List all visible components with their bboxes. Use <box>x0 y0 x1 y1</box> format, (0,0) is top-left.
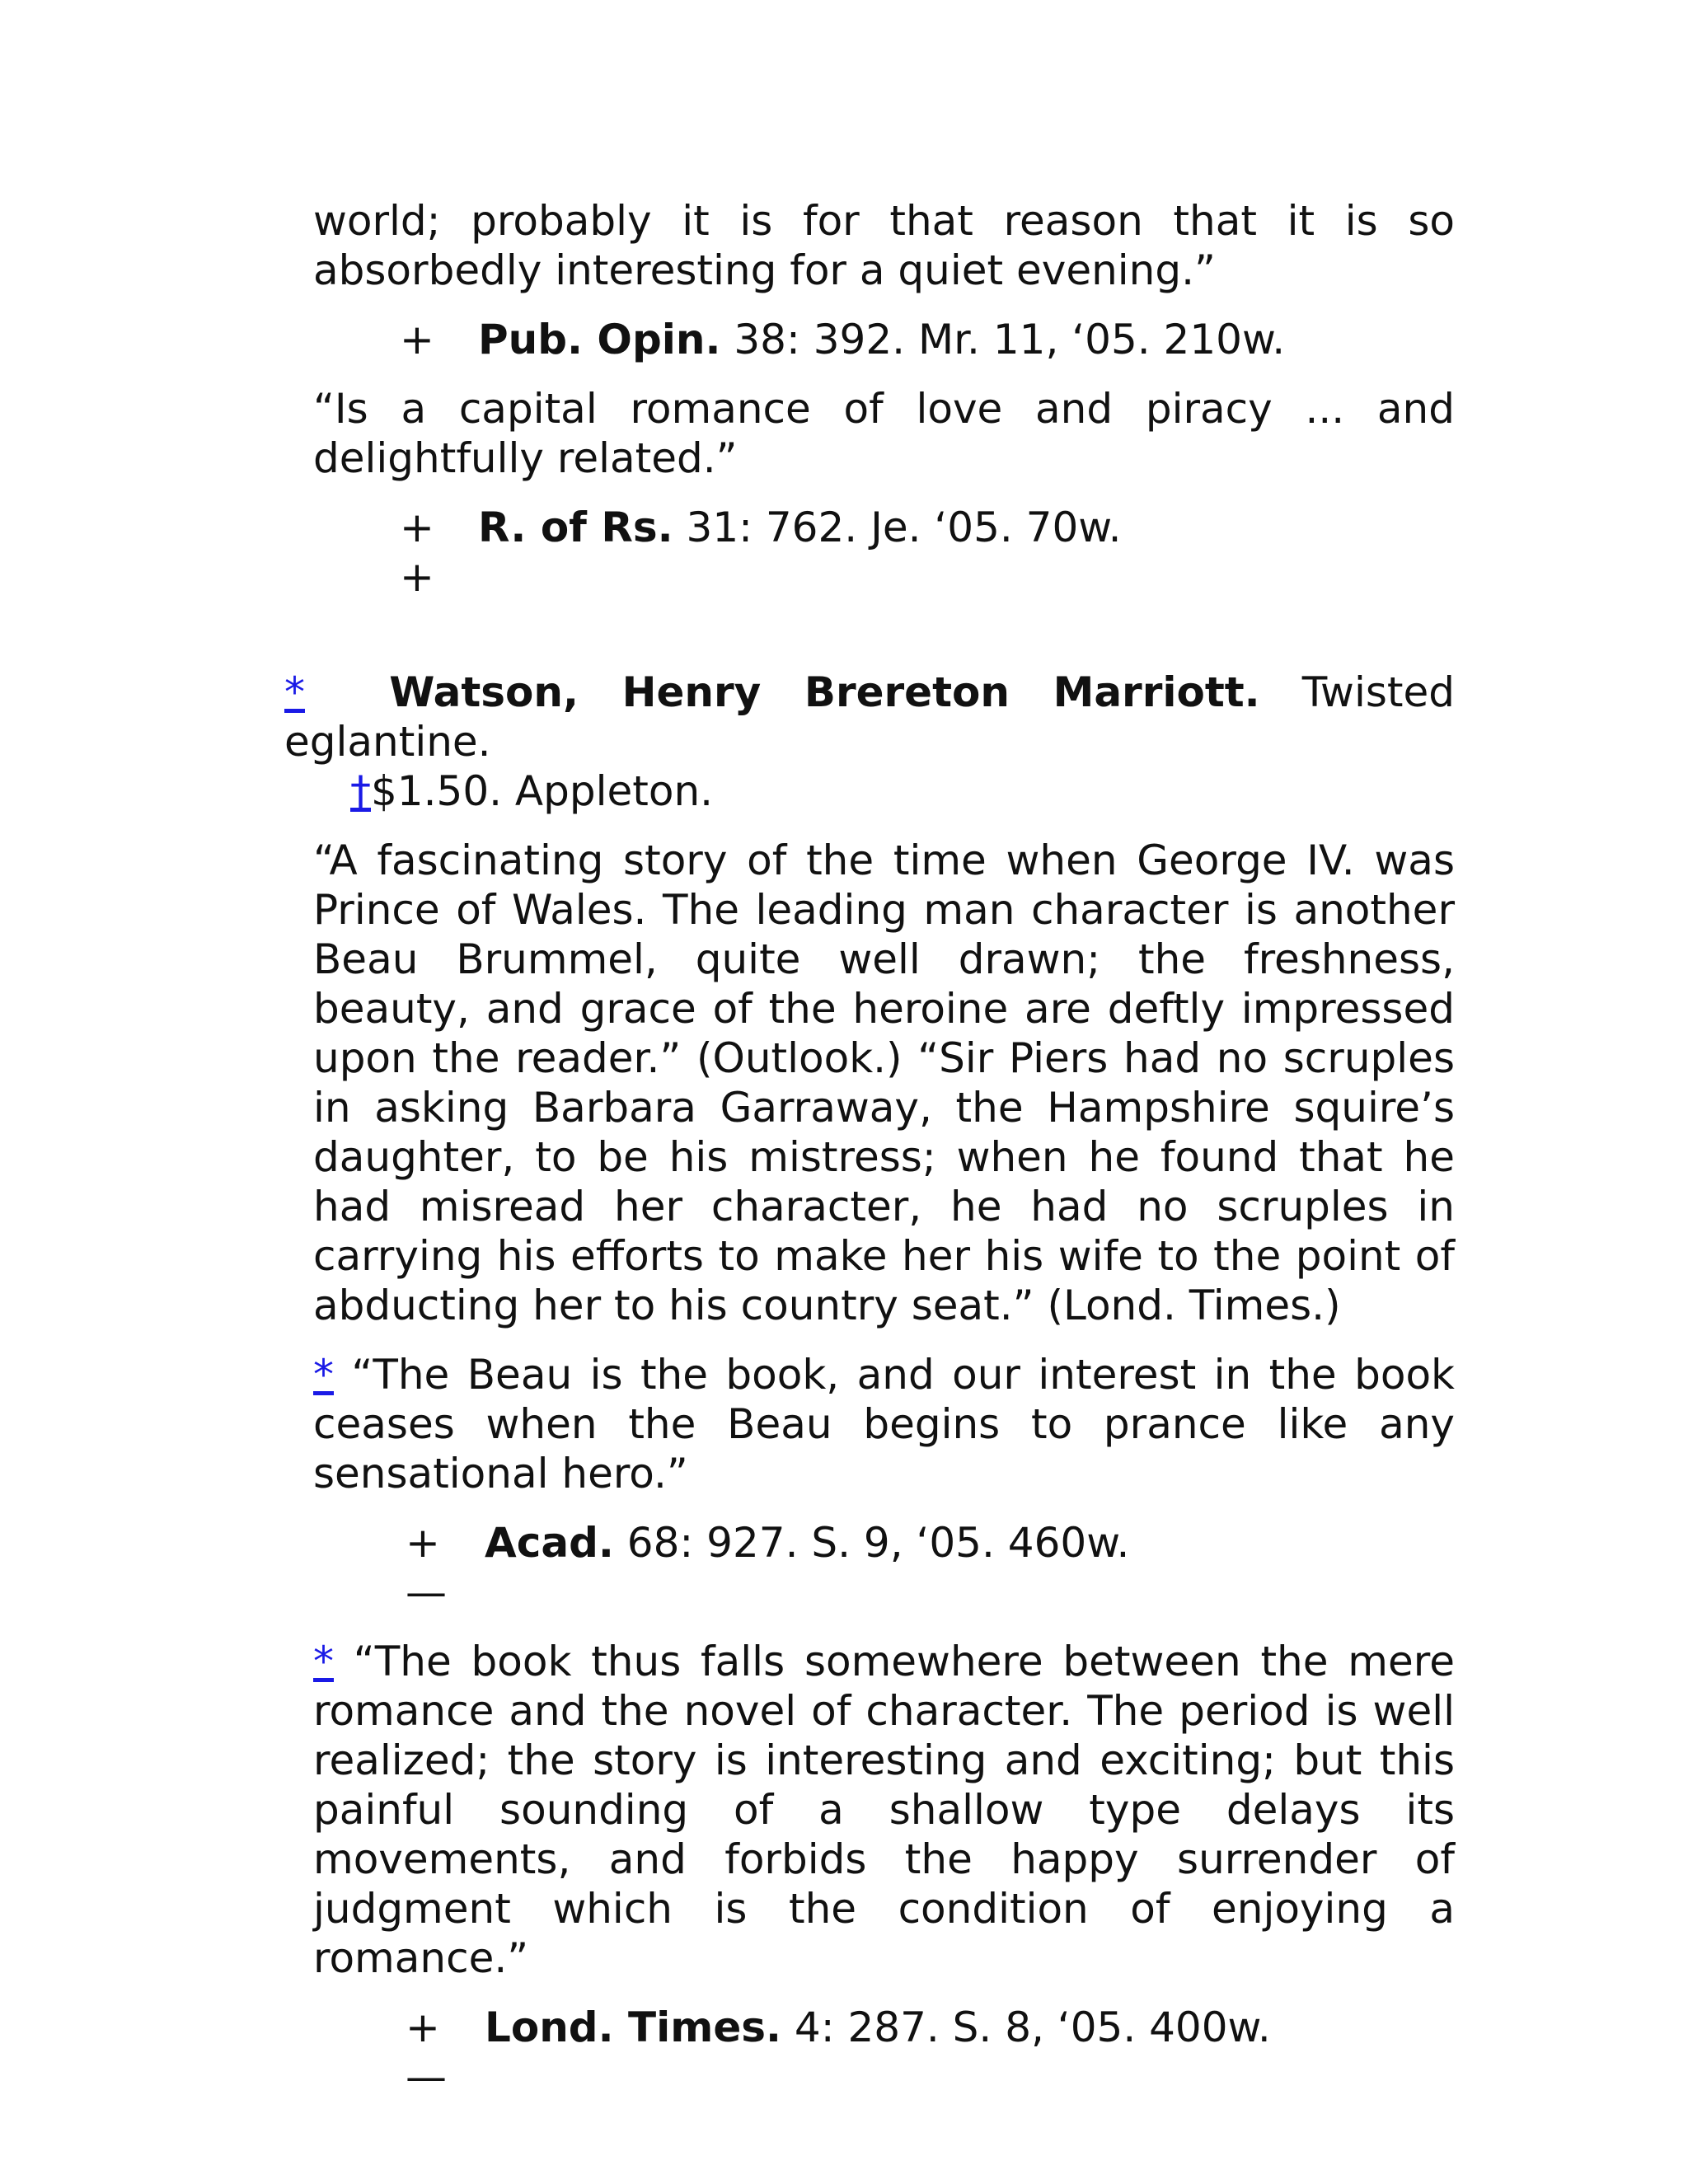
rating-sign: + <box>400 504 434 551</box>
quote-paragraph <box>313 1350 1455 1498</box>
dagger-link[interactable]: † <box>350 767 371 815</box>
book-entry-heading <box>284 668 1455 816</box>
citation-source: Lond. Times. <box>485 2004 782 2051</box>
entry-price-publisher: $1.50. Appleton. <box>371 767 714 815</box>
citation-source: Acad. <box>485 1519 614 1567</box>
entry-author: Watson, Henry Brereton Marriott. <box>389 668 1260 716</box>
rating-sign-secondary: — <box>406 1568 447 1616</box>
citation-reference: 4: 287. S. 8, ‘05. 400w. <box>781 2004 1271 2051</box>
citation-line <box>313 503 1455 552</box>
citation-line <box>313 2003 1455 2052</box>
rating-sign: + <box>400 316 434 363</box>
quote-paragraph <box>313 1637 1455 1983</box>
document-page <box>284 196 1455 2102</box>
citation-line <box>313 315 1455 364</box>
summary-paragraph: “A fascinating story of the time when George IV. was Prince of Wales. The leading man character is another Beau Brummel, quite well drawn; the freshness, beauty, and grace of the heroine are deftly impressed upon the reader.” (Outlook.) “Sir Piers had no scruples in asking Barbara Garraway, the Hampshire squire’s daughter, to be his mistress; when he found that he had misread her character, he had no scruples in carrying his efforts to make her his wife to the point of abducting her to his country seat.” (Lond. Times.) <box>313 837 1455 1329</box>
rating-sign: + <box>406 2004 440 2051</box>
citation-source: R. of Rs. <box>478 504 673 551</box>
rating-sign: + <box>406 1519 440 1567</box>
quote-text: “The Beau is the book, and our interest in the book ceases when the Beau begins to prance like any sensational hero.” <box>313 1351 1455 1497</box>
entry-title: Twisted eglantine. <box>284 668 1455 766</box>
citation-reference: 31: 762. Je. ‘05. 70w. <box>673 504 1122 551</box>
quote-text: “The book thus falls somewhere between the mere romance and the novel of character. The period is well realized; the story is interesting and exciting; but this painful sounding of a shallow type delays its movements, and forbids the happy surrender of judgment which is the condition of enjoying a romance.” <box>313 1638 1455 1982</box>
quote-marker-link[interactable]: * <box>313 1638 334 1685</box>
citation-line <box>313 1518 1455 1568</box>
rating-sign-secondary: + <box>400 553 434 601</box>
rating-sign-secondary: — <box>406 2053 447 2101</box>
citation-source: Pub. Opin. <box>478 316 721 363</box>
quote-marker-link[interactable]: * <box>313 1351 334 1399</box>
entry-marker-link[interactable]: * <box>284 668 305 716</box>
citation-reference: 68: 927. S. 9, ‘05. 460w. <box>613 1519 1130 1567</box>
citation-reference: 38: 392. Mr. 11, ‘05. 210w. <box>720 316 1286 363</box>
quote-paragraph: world; probably it is for that reason that it is so absorbedly interesting for a quiet evening.” <box>313 197 1455 294</box>
quote-paragraph: “Is a capital romance of love and piracy ... and delightfully related.” <box>313 385 1455 482</box>
